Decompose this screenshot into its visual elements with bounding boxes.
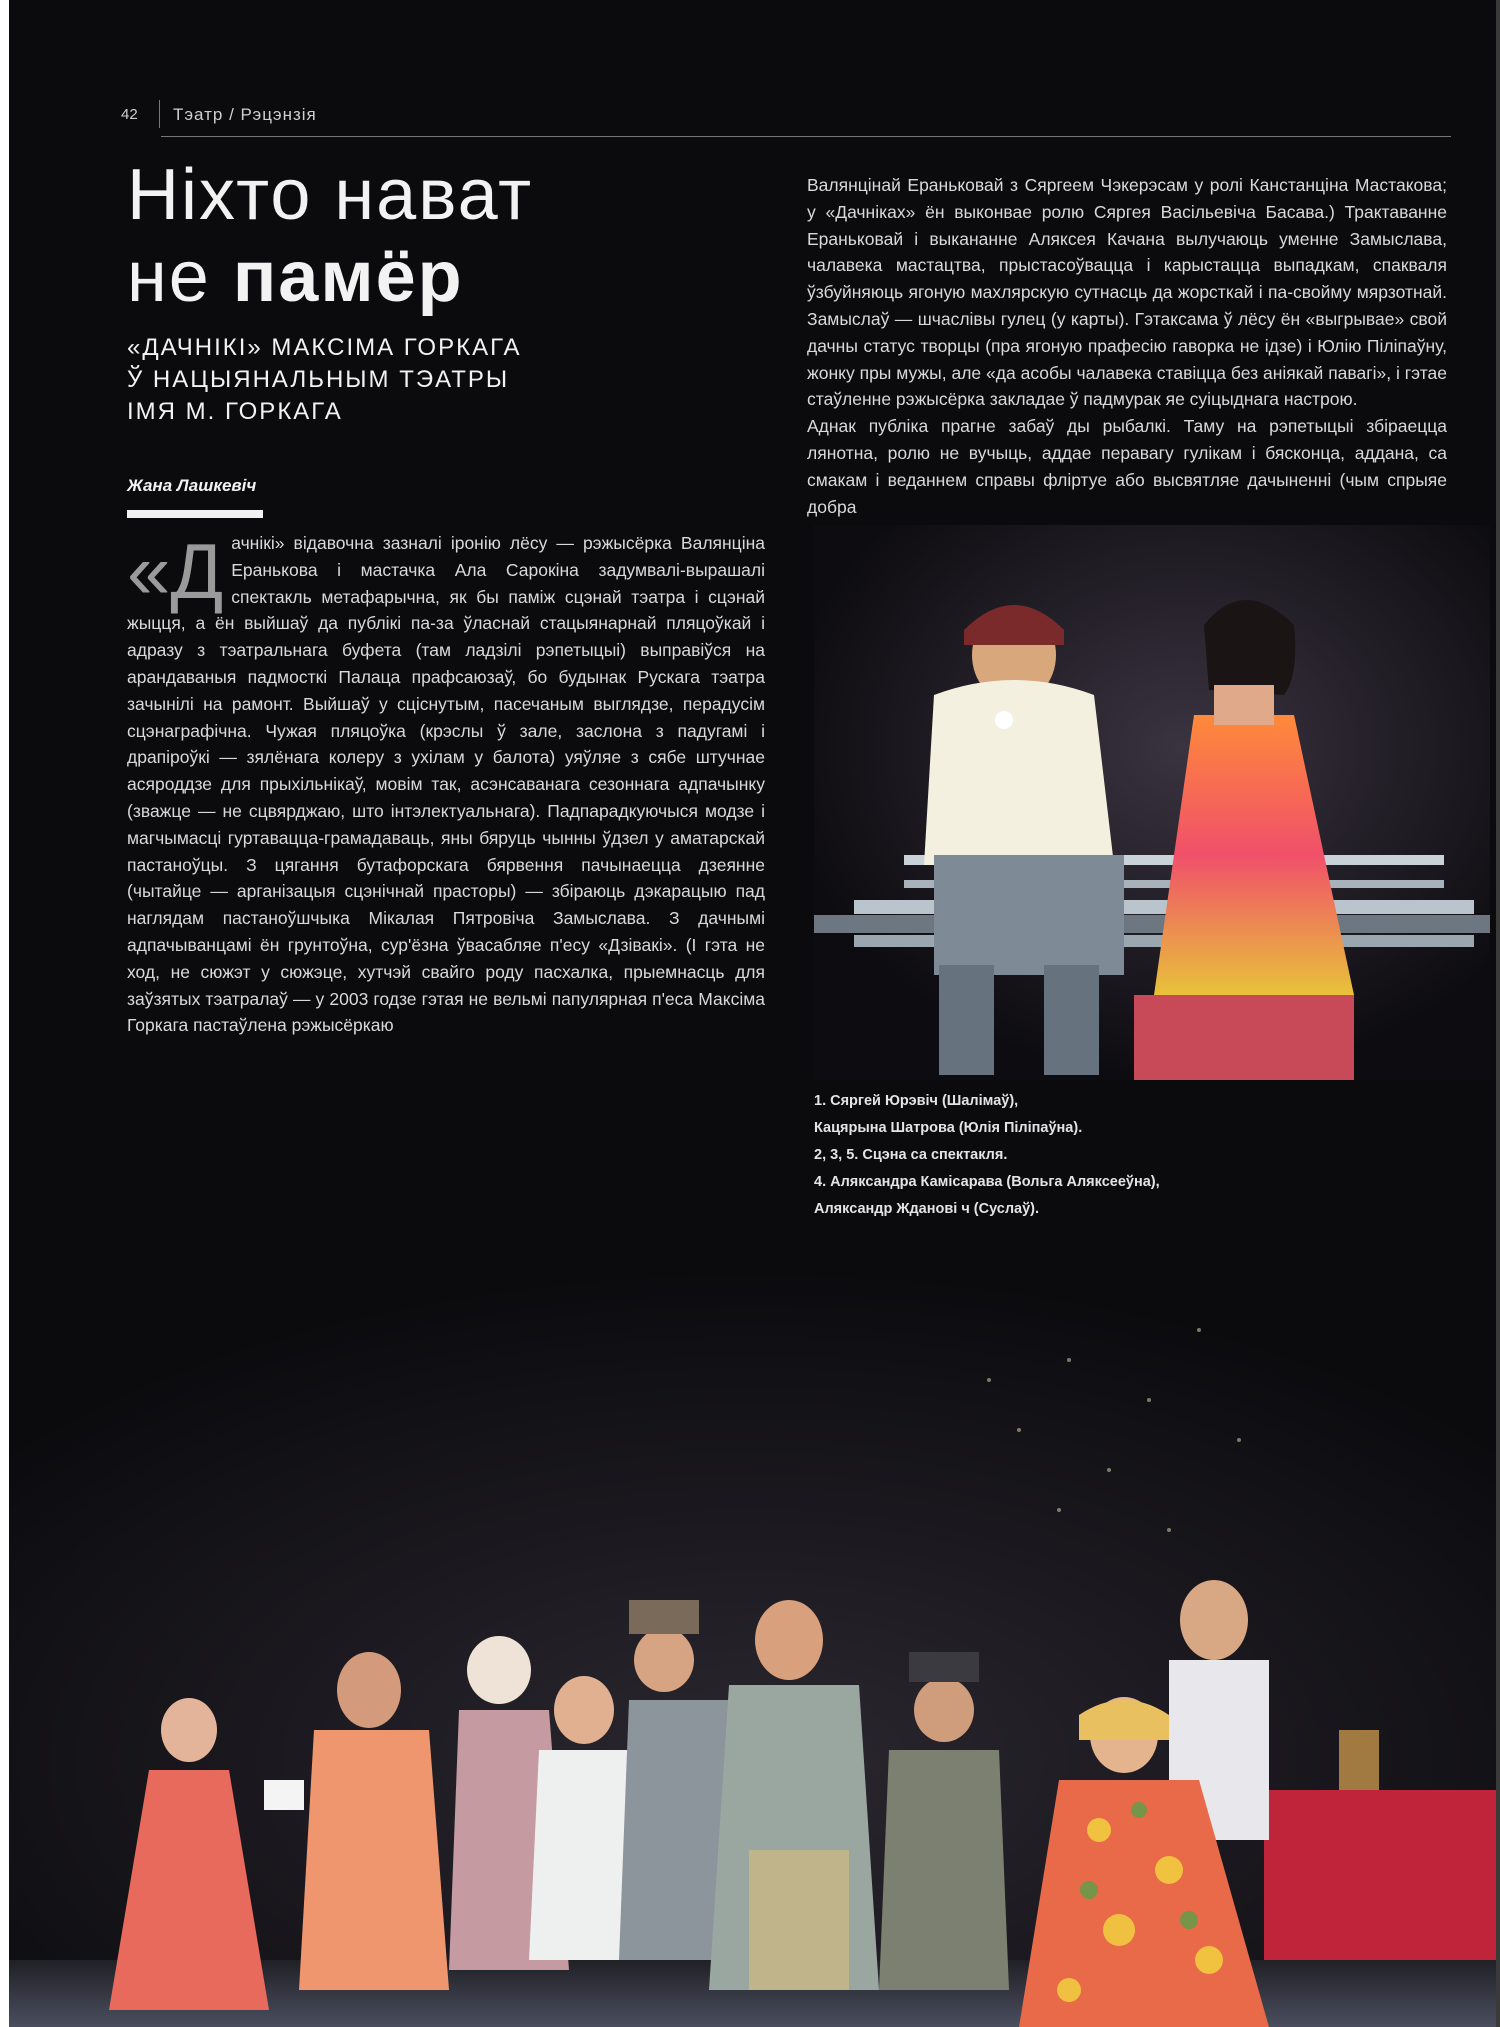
section-label: Тэатр / Рэцэнзія [173, 105, 317, 124]
photo-couple-on-bench [814, 525, 1490, 1080]
right-paragraph-2: Аднак публіка прагне забаў ды рыбалкі. Таму на рэпетыцыі збіраецца лянотна, ролю не вучыць, аддае перавагу гулікам і бясконца, аддана, са смакам і веданнем справы фліртуе або высвятляе дачыненні (чым спрыяе добра [807, 416, 1447, 517]
title-line-2 [127, 236, 533, 318]
caption-line: Кацярына Шатрова (Юлія Піліпаўна). [814, 1120, 1083, 1136]
photo-ensemble-scene [9, 1270, 1500, 2027]
subtitle-line-2: Ў НАЦЫЯНАЛЬНЫМ ТЭАТРЫ [127, 366, 510, 393]
author-byline: Жана Лашкевіч [127, 476, 257, 495]
page-number: 42 [121, 106, 138, 123]
header-divider [159, 100, 160, 128]
subtitle-line-3: ІМЯ М. ГОРКАГА [127, 398, 343, 425]
photo-ensemble-illustration [9, 1270, 1500, 2027]
magazine-page [9, 0, 1500, 2027]
article-subtitle [127, 332, 547, 428]
subtitle-line-1: «ДАЧНІКІ» МАКСІМА ГОРКАГА [127, 334, 522, 361]
photo-captions [814, 1088, 1234, 1223]
right-text-column [807, 172, 1447, 520]
title-line-1: Ніхто нават [127, 155, 534, 235]
author-underline [127, 510, 263, 518]
header-rule [161, 136, 1451, 137]
caption-line: Аляксандр Жданові ч (Суслаў). [814, 1201, 1040, 1217]
caption-line: 1. Сяргей Юрэвіч (Шалімаў), [814, 1093, 1019, 1109]
title-bold-word: памёр [232, 237, 464, 317]
drop-cap: «Д [127, 527, 224, 615]
article-title [127, 154, 533, 318]
caption-line: 2, 3, 5. Сцэна са спектакля. [814, 1147, 1008, 1163]
left-text-column [127, 527, 765, 1039]
caption-line: 4. Аляксандра Камісарава (Вольга Аляксееўна), [814, 1174, 1160, 1190]
title-light-word: не [127, 237, 233, 317]
right-paragraph-1: Валянцінай Ераньковай з Сяргеем Чэкерэсам у ролі Канстанціна Мастакова; у «Дачніках» ён выконвае ролю Сяргея Васільевіча Басава.) Трактаванне Ераньковай і выкананне Аляксея Качана вылучаюць уменне Замыслава, чалавека мастацтва, прыстасоўвацца і карыстацца выпадкам, спакваля ўзбуйняюць ягоную махлярскую сутнасць да жорсткай і па-свойму мярзотнай. Замыслаў — шчаслівы гулец (у карты). Гэтаксама ў лёсу ён «выгрывае» свой дачны статус творцы (пра ягоную прафесію гаворка не ідзе) і Юлію Піліпаўну, жонку пры мужы, але «да асобы чалавека ставіцца без аніякай павагі», і гэтае стаўленне рэжысёрка закладае ў падмурак яе суіцыднага настрою. [807, 175, 1447, 410]
photo-couple-illustration [814, 525, 1490, 1080]
left-column-text: ачнікі» відавочна зазналі іронію лёсу — рэжысёрка Валянціна Еранькова і мастачка Ала Сарокіна задумвалі-вырашалі спектакль метафарычна, як бы паміж сцэнай тэатра і сцэнай жыцця, а ён выйшаў да публікі па-за ўласнай стацыянарнай пляцоўкай і адразу з тэатральнага буфета (там ладзілі рэпетыцыі) выправіўся на арандаваныя падмосткі Палаца прафсаюзаў, бо будынак Рускага тэатра зачынілі на рамонт. Выйшаў у сціснутым, пасечаным выглядзе, перадусім сцэнаграфічна. Чужая пляцоўка (крэслы ў зале, заслона з падугамі і драпіроўкі — зялёнага колеру з ухілам у балота) уяўляе з сябе штучнае асяроддзе для прыхільнікаў, мовім так, асэнсаванага сезоннага адпачынку (зважце — не сцвярджаю, што інтэлектуальнага). Падпарадкуючыся модзе і магчымасці гуртавацца-грамадаваць, яны бяруць чынны ўдзел у аматарскай пастаноўцы. З цягання бутафорскага бярвення пачынаецца дзеянне (чытайце — арганізацыя сцэнічнай прасторы) — збіраюць дэкарацыю пад наглядам пастаноўшчыка Мікалая Пятровіча Замыслава. З дачнымі адпачыванцамі ён грунтоўна, сур'ёзна ўвасабляе п'есу «Дзівакі». (І гэта не ход, не сюжэт у сюжэце, хутчэй свайго роду пасхалка, прыемнасць для заўзятых тэатралаў — у 2003 годзе гэтая не вельмі папулярная п'еса Максіма Горкага пастаўлена рэжысёркаю [127, 533, 765, 1036]
running-header [121, 98, 1451, 138]
